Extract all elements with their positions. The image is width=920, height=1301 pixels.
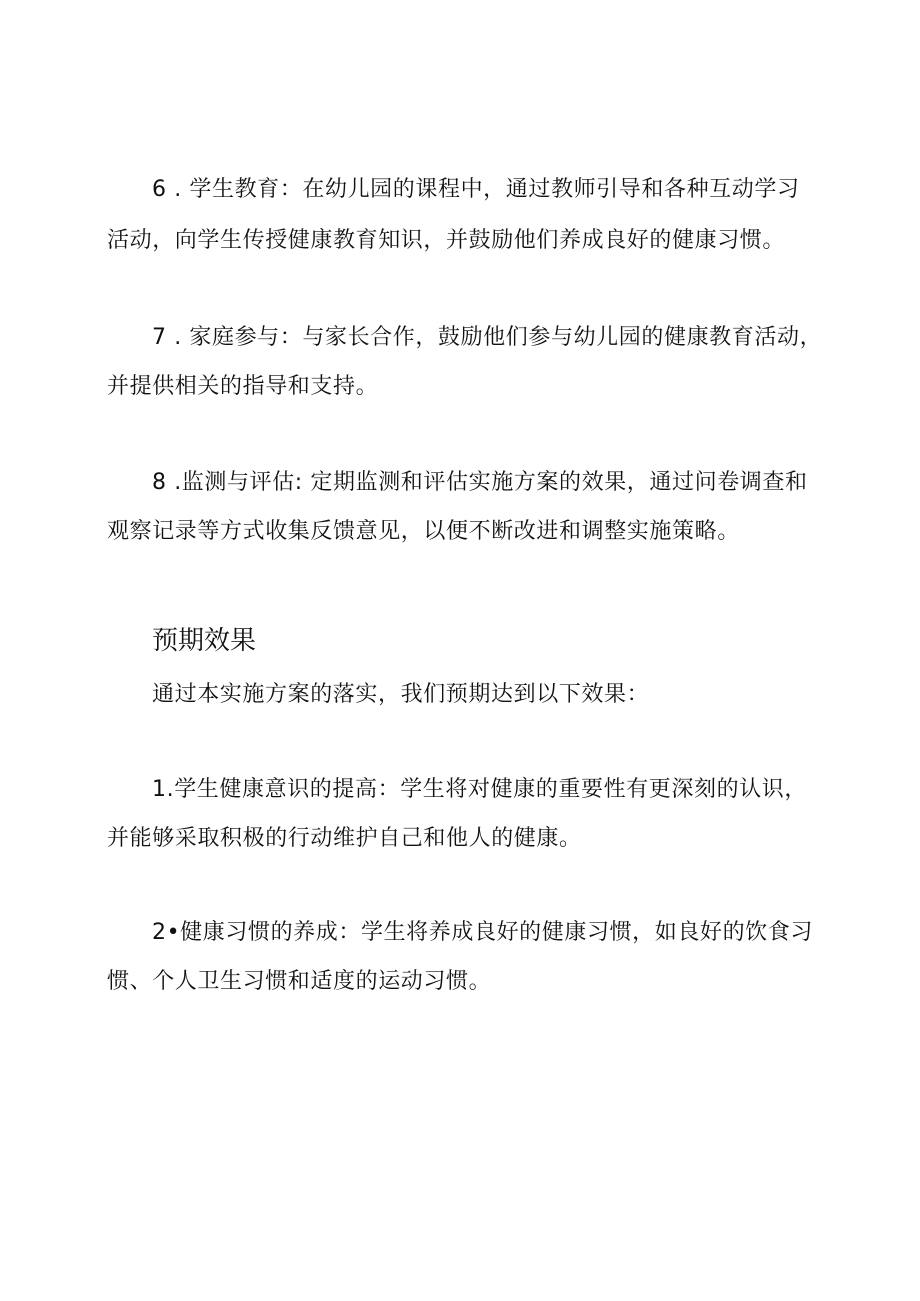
item-6-line-1: 6 . 学生教育：在幼儿园的课程中，通过教师引导和各种互动学习 [152,177,800,202]
effect-2-line-1: 2•健康习惯的养成：学生将养成良好的健康习惯，如良好的饮食习 [152,920,813,945]
effect-1-line-2: 并能够采取积极的行动维护自己和他人的健康。 [107,826,582,851]
item-7-line-2: 并提供相关的指导和支持。 [107,374,379,399]
item-8-line-1: 8 .监测与评估: 定期监测和评估实施方案的效果，通过问卷调查和 [152,470,808,495]
item-7-line-1: 7 . 家庭参与：与家长合作，鼓励他们参与幼儿园的健康教育活动， [152,325,823,350]
item-6-line-2: 活动，向学生传授健康教育知识，并鼓励他们养成良好的健康习惯。 [107,228,786,253]
item-8-line-2: 观察记录等方式收集反馈意见，以便不断改进和调整实施策略。 [107,519,740,544]
section-heading: 预期效果 [152,626,257,656]
effect-2-line-2: 惯、个人卫生习惯和适度的运动习惯。 [107,969,492,994]
section-intro: 通过本实施方案的落实，我们预期达到以下效果： [152,682,650,707]
effect-1-line-1: 1.学生健康意识的提高：学生将对健康的重要性有更深刻的认识， [152,777,807,802]
